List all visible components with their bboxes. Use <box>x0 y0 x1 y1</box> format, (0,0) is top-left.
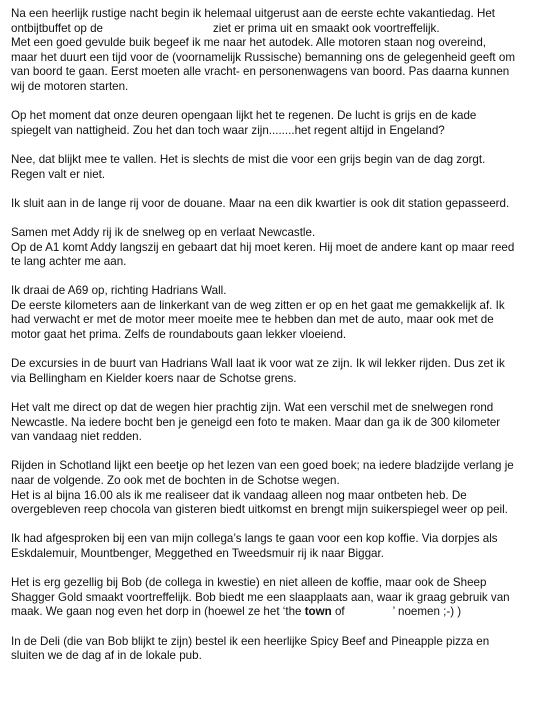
text-line: Het is erg gezellig bij Bob (de collega in kwestie) en niet alleen de koffie, maar ook de Sheep <box>11 576 487 590</box>
text-segment: ’ noemen ;-) ) <box>392 605 462 619</box>
text-line: Op de A1 komt Addy langszij en gebaart dat hij moet keren. Hij moet de andere kant op maar reed <box>11 240 515 254</box>
text-segment: ziet er prima uit en smaakt ook voortreffelijk. <box>212 21 440 35</box>
text-line: spiegelt van nattigheid. Zou het dan toch waar zijn........het regent altijd in Engeland? <box>11 123 445 137</box>
paragraph <box>11 226 539 270</box>
text-line: Shagger Gold smaakt voortreffelijk. Bob biedt me een slaapplaats aan, waar ik graag gebruik van <box>11 590 510 604</box>
text-line: Newcastle. Na iedere bocht ben je geneigd een foto te maken. Maar dan ga ik de 300 kilometer <box>11 415 501 429</box>
document-body <box>11 7 539 678</box>
paragraph <box>11 532 539 561</box>
text-line <box>11 22 539 37</box>
text-line: Nee, dat blijkt mee te vallen. Het is slechts de mist die voor een grijs begin van de dag zorgt. <box>11 152 486 166</box>
text-line: via Bellingham en Kielder koers naar de Schotse grens. <box>11 371 297 385</box>
paragraph <box>11 635 539 664</box>
text-line: Ik draai de A69 op, richting Hadrians Wall. <box>11 284 227 298</box>
text-line: Met een goed gevulde buik begeef ik me naar het autodek. Alle motoren staan nog overeind, <box>11 36 487 50</box>
text-line <box>11 605 539 620</box>
text-line: van vandaag niet redden. <box>11 430 142 444</box>
text-line: Ik sluit aan in de lange rij voor de douane. Maar na een dik kwartier is ook dit station gepasseerd. <box>11 196 510 210</box>
text-line: Het is al bijna 16.00 als ik me realiseer dat ik vandaag alleen nog maar ontbeten heb. De <box>11 488 467 502</box>
bold-word: town <box>304 605 332 619</box>
text-line: wij de motoren starten. <box>11 79 129 93</box>
text-segment: maak. We gaan nog even het dorp in (hoewel ze het ‘the <box>11 605 305 619</box>
text-line: Eskdalemuir, Mountbenger, Meggethed en Tweedsmuir rij ik naar Biggar. <box>11 546 384 560</box>
text-line: Het valt me direct op dat de wegen hier prachtig zijn. Wat een verschil met de snelwegen rond <box>11 401 494 415</box>
text-line: overgebleven reep chocola van gisteren biedt uitkomst en brengt mijn suikerspiegel weer op peil. <box>11 503 508 517</box>
text-line: had verwacht er met de motor meer moeite mee te hebben dan met de auto, maar ook met de <box>11 313 494 327</box>
text-line: In de Deli (die van Bob blijkt te zijn) bestel ik een heerlijke Spicy Beef and Pineapple pizza en <box>11 634 490 648</box>
text-line: maar het duurt een tijd voor de (voornamelijk Russische) bemanning ons de gelegenheid geeft om <box>11 50 515 64</box>
text-line: van boord te gaan. Eerst moeten alle vracht- en personenwagens van boord. Pas daarna kunnen <box>11 65 510 79</box>
paragraph <box>11 459 539 517</box>
text-segment: ontbijtbuffet op de <box>11 21 103 35</box>
text-line: De eerste kilometers aan de linkerkant van de weg zitten er op en het gaat me gemakkelijk af. Ik <box>11 298 505 312</box>
text-line: Rijden in Schotland lijkt een beetje op het lezen van een goed boek; na iedere bladzijde verlang je <box>11 459 514 473</box>
text-line: Op het moment dat onze deuren opengaan lijkt het te regenen. De lucht is grijs en de kade <box>11 109 477 123</box>
paragraph <box>11 576 539 620</box>
text-line: Regen valt er niet. <box>11 167 106 181</box>
paragraph <box>11 153 539 182</box>
text-line: Na een heerlijk rustige nacht begin ik helemaal uitgerust aan de eerste echte vakantiedag. Het <box>11 7 496 20</box>
paragraph <box>11 7 539 95</box>
text-segment: of <box>331 605 345 619</box>
text-line: Ik had afgesproken bij een van mijn collega’s langs te gaan voor een kop koffie. Via dorpjes als <box>11 532 498 546</box>
text-line: te lang achter me aan. <box>11 255 127 269</box>
text-line: De excursies in de buurt van Hadrians Wall laat ik voor wat ze zijn. Ik wil lekker rijden. Dus zet ik <box>11 357 505 371</box>
text-line: naar de volgende. Zo ook met de bochten in de Schotse wegen. <box>11 474 340 487</box>
paragraph <box>11 357 539 386</box>
text-line: motor gaat het prima. Zelfs de roundabouts gaan lekker vloeiend. <box>11 328 347 342</box>
paragraph <box>11 109 539 138</box>
text-line: Samen met Addy rij ik de snelweg op en verlaat Newcastle. <box>11 225 316 239</box>
paragraph <box>11 197 539 212</box>
paragraph <box>11 401 539 445</box>
text-line: sluiten we de dag af in de lokale pub. <box>11 649 202 663</box>
paragraph <box>11 284 539 342</box>
